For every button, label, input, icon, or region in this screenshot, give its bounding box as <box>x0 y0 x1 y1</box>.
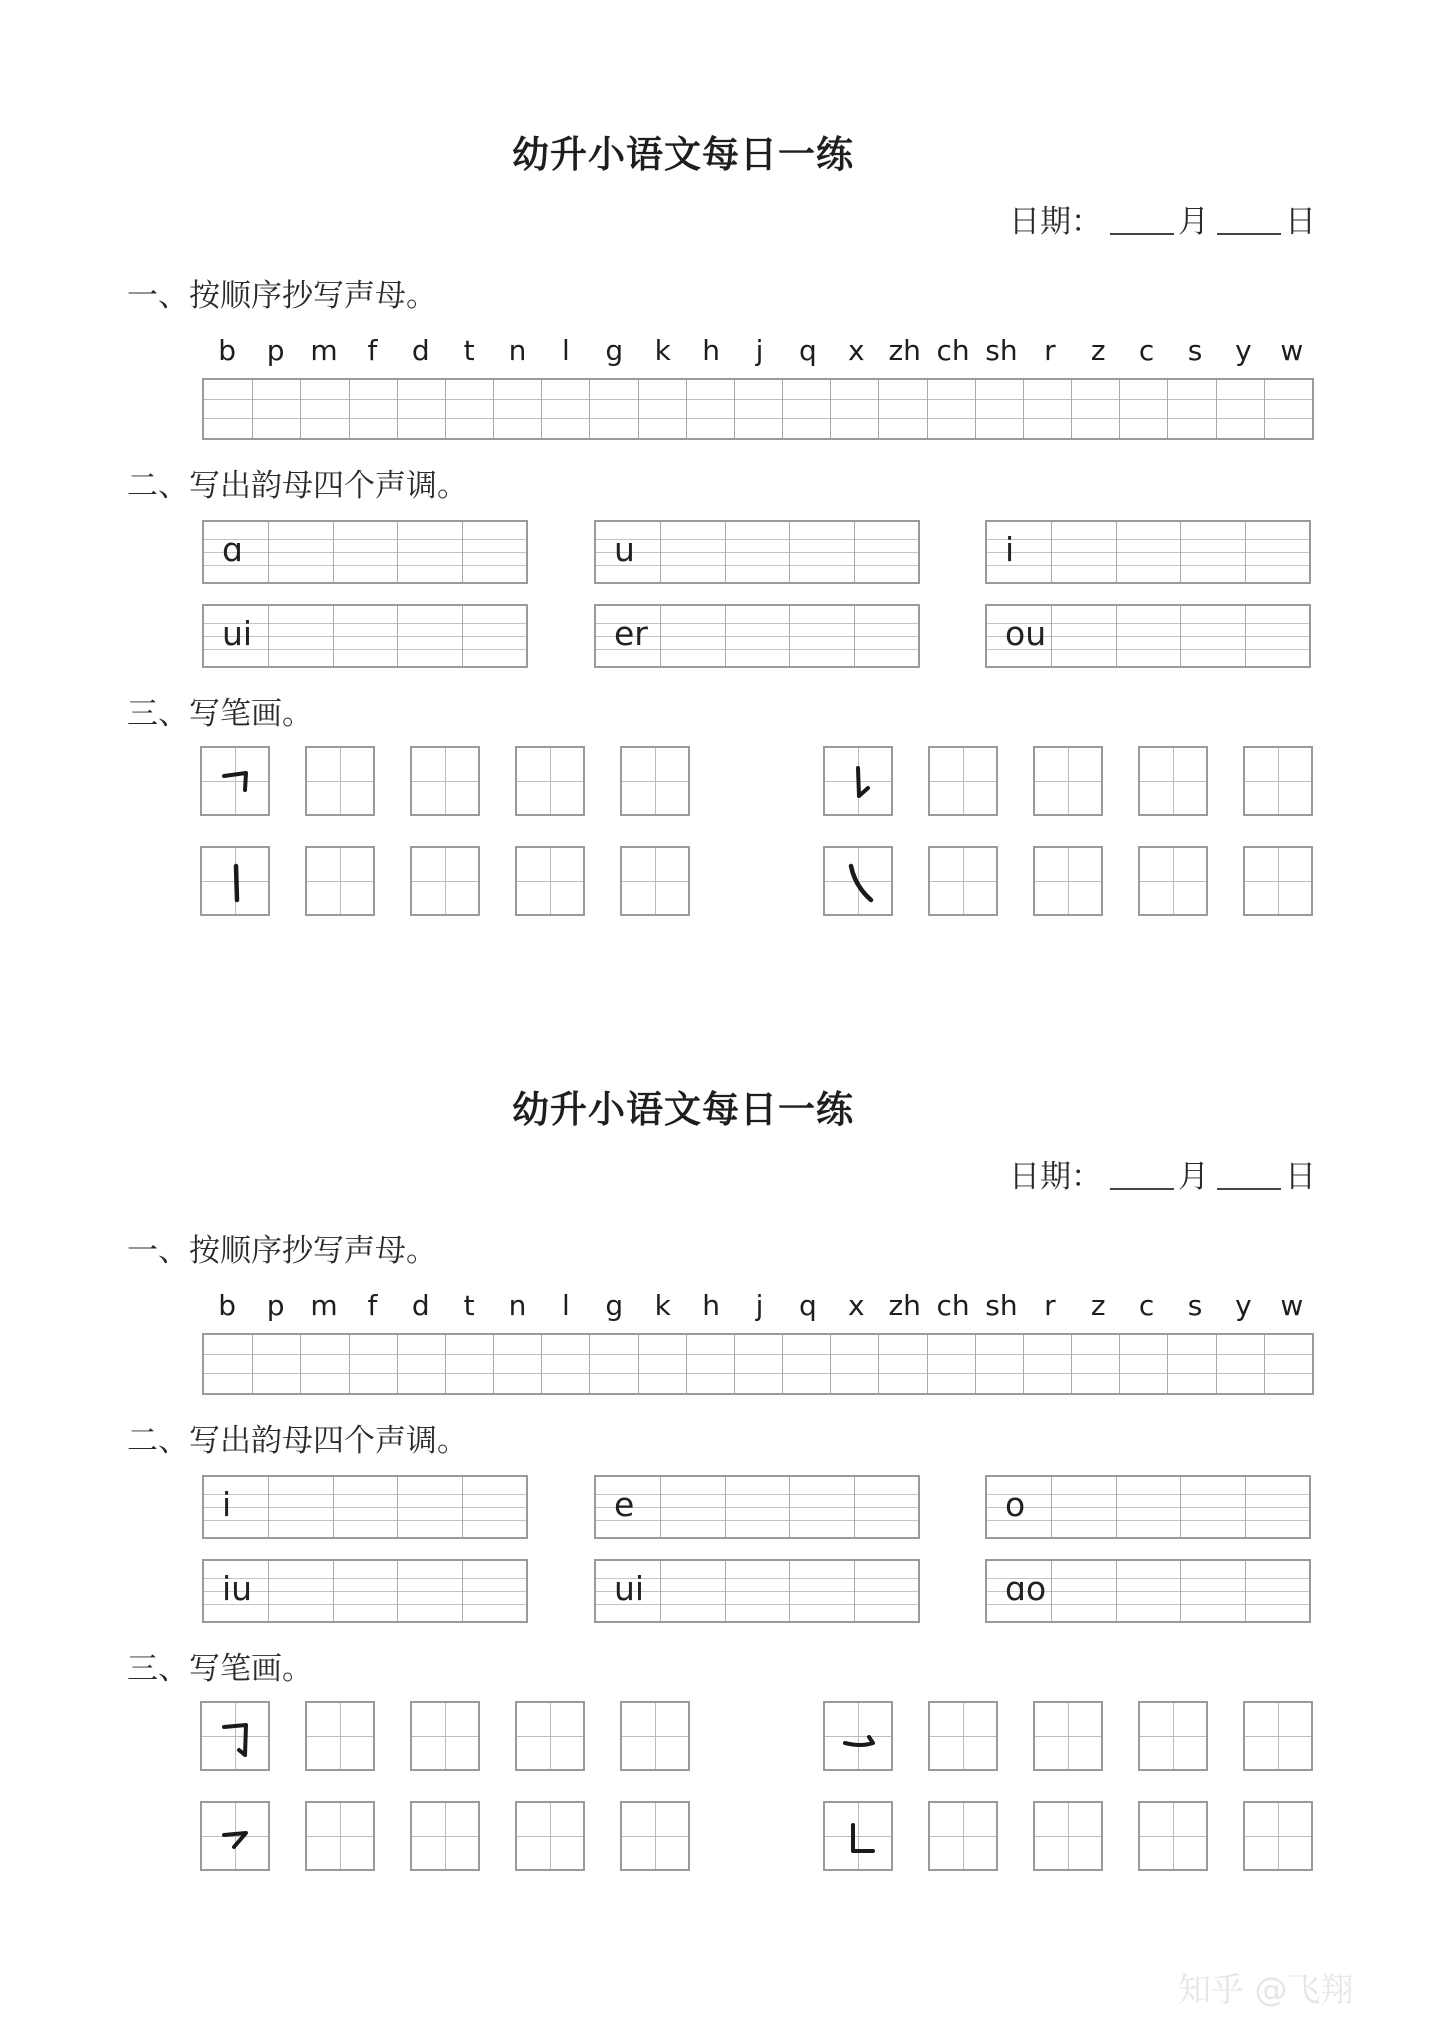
tian-grid-cell[interactable] <box>1243 1801 1313 1871</box>
date-field <box>1009 1151 1316 1196</box>
vowel-label: ɑo <box>1005 1569 1047 1608</box>
initial-letter: w <box>1280 334 1304 367</box>
column-divider <box>1180 1561 1181 1621</box>
stroke-model-cell <box>823 846 893 916</box>
column-divider <box>789 522 790 582</box>
worksheet-title: 幼升小语文每日一练 <box>512 1087 854 1131</box>
column-divider <box>1216 1335 1217 1393</box>
column-divider <box>734 380 735 438</box>
stroke-model-cell <box>200 846 270 916</box>
column-divider <box>975 1335 976 1393</box>
column-divider <box>1180 522 1181 582</box>
column-divider <box>1071 380 1072 438</box>
column-divider <box>725 1561 726 1621</box>
guide-line <box>596 565 918 566</box>
column-divider <box>1167 1335 1168 1393</box>
initial-letter: f <box>367 334 378 367</box>
tian-grid-cell[interactable] <box>928 1701 998 1771</box>
vowel-label: i <box>222 1485 232 1524</box>
initial-letter: q <box>798 1289 817 1322</box>
worksheet-title: 幼升小语文每日一练 <box>512 132 854 176</box>
guide-line <box>204 623 526 624</box>
tian-grid-cell[interactable] <box>410 1801 480 1871</box>
vowel-writing-box[interactable] <box>985 520 1311 584</box>
guide-line <box>596 1578 918 1579</box>
column-divider <box>252 1335 253 1393</box>
initial-letter: x <box>847 334 865 367</box>
column-divider <box>268 1561 269 1621</box>
initial-letter: p <box>266 334 285 367</box>
column-divider <box>1245 1477 1246 1537</box>
column-divider <box>854 606 855 666</box>
vowel-writing-box[interactable] <box>202 604 528 668</box>
vowel-writing-box[interactable] <box>202 520 528 584</box>
guide-line <box>204 552 526 553</box>
tian-grid-cell[interactable] <box>1033 1801 1103 1871</box>
initial-letter: s <box>1187 334 1203 367</box>
column-divider <box>725 1477 726 1537</box>
initial-letter: j <box>755 1289 764 1322</box>
initial-letter: p <box>266 1289 285 1322</box>
column-divider <box>589 380 590 438</box>
guide-line <box>204 399 1312 400</box>
column-divider <box>660 1477 661 1537</box>
column-divider <box>1116 606 1117 666</box>
initial-letter: t <box>463 1289 475 1322</box>
tian-grid-cell[interactable] <box>515 1801 585 1871</box>
column-divider <box>734 1335 735 1393</box>
column-divider <box>660 606 661 666</box>
initial-letter: l <box>562 334 570 367</box>
initial-letter: c <box>1138 334 1155 367</box>
column-divider <box>1116 522 1117 582</box>
vowel-label: ɑ <box>222 530 243 569</box>
vowel-writing-box[interactable] <box>985 1559 1311 1623</box>
column-divider <box>333 522 334 582</box>
initial-letter: n <box>508 334 527 367</box>
tian-grid-cell[interactable] <box>620 1701 690 1771</box>
vowel-label: e <box>614 1485 635 1524</box>
column-divider <box>268 1477 269 1537</box>
tian-grid-cell[interactable] <box>928 1801 998 1871</box>
column-divider <box>1116 1561 1117 1621</box>
shu-ti-stroke-icon <box>835 756 885 810</box>
column-divider <box>789 606 790 666</box>
initial-letter: z <box>1090 1289 1106 1322</box>
vowel-label: iu <box>222 1569 253 1608</box>
initial-letter: sh <box>985 334 1018 367</box>
column-divider <box>1119 380 1120 438</box>
initial-letter: w <box>1280 1289 1304 1322</box>
vowel-writing-box[interactable] <box>594 1475 920 1539</box>
na-stroke-icon <box>835 856 885 910</box>
heng-zhe-stroke-icon <box>212 756 262 810</box>
date-label: 日期： <box>1009 204 1102 240</box>
column-divider <box>1245 522 1246 582</box>
tian-grid-cell[interactable] <box>410 846 480 916</box>
guide-line <box>987 1494 1309 1495</box>
tian-grid-cell[interactable] <box>1138 746 1208 816</box>
vowel-writing-box[interactable] <box>594 604 920 668</box>
tian-grid-cell[interactable] <box>305 746 375 816</box>
initial-letter: m <box>310 334 338 367</box>
initial-letter: t <box>463 334 475 367</box>
column-divider <box>541 1335 542 1393</box>
column-divider <box>462 1477 463 1537</box>
heng-gou-stroke-icon <box>835 1711 885 1765</box>
initial-letter: ch <box>936 1289 970 1322</box>
column-divider <box>686 380 687 438</box>
shu-zhe-stroke-icon <box>835 1811 885 1865</box>
column-divider <box>660 522 661 582</box>
column-divider <box>1216 380 1217 438</box>
guide-line <box>204 1354 1312 1355</box>
tian-grid-cell[interactable] <box>515 1701 585 1771</box>
column-divider <box>397 606 398 666</box>
guide-line <box>596 1604 918 1605</box>
tian-grid-cell[interactable] <box>620 1801 690 1871</box>
column-divider <box>725 522 726 582</box>
date-label: 日期： <box>1009 1159 1102 1195</box>
guide-line <box>204 649 526 650</box>
day-blank <box>1217 232 1281 235</box>
month-label: 月 <box>1178 1159 1209 1195</box>
initial-letter: zh <box>888 334 921 367</box>
tian-grid-cell[interactable] <box>1138 846 1208 916</box>
guide-line <box>987 1520 1309 1521</box>
column-divider <box>268 606 269 666</box>
section-1-heading: 一、按顺序抄写声母。 <box>127 278 437 314</box>
heng-pie-stroke-icon <box>212 1811 262 1865</box>
tian-grid-cell[interactable] <box>305 1701 375 1771</box>
guide-line <box>987 565 1309 566</box>
column-divider <box>686 1335 687 1393</box>
column-divider <box>927 380 928 438</box>
guide-line <box>987 539 1309 540</box>
column-divider <box>1245 606 1246 666</box>
month-blank <box>1110 1187 1174 1190</box>
initial-letter: g <box>605 1289 624 1322</box>
column-divider <box>1051 1477 1052 1537</box>
month-blank <box>1110 232 1174 235</box>
pinyin-writing-grid[interactable] <box>202 378 1314 440</box>
column-divider <box>1264 1335 1265 1393</box>
column-divider <box>927 1335 928 1393</box>
column-divider <box>300 1335 301 1393</box>
date-field <box>1009 196 1316 241</box>
month-label: 月 <box>1178 204 1209 240</box>
tian-grid-cell[interactable] <box>1138 1801 1208 1871</box>
column-divider <box>638 380 639 438</box>
tian-grid-cell[interactable] <box>1243 746 1313 816</box>
column-divider <box>1180 606 1181 666</box>
stroke-model-cell <box>823 1701 893 1771</box>
column-divider <box>493 1335 494 1393</box>
column-divider <box>1023 1335 1024 1393</box>
guide-line <box>596 1520 918 1521</box>
vowel-label: u <box>614 530 635 569</box>
guide-line <box>204 636 526 637</box>
guide-line <box>204 1520 526 1521</box>
column-divider <box>975 380 976 438</box>
column-divider <box>445 380 446 438</box>
vowel-writing-box[interactable] <box>202 1475 528 1539</box>
vowel-writing-box[interactable] <box>594 1559 920 1623</box>
worksheet-2 <box>0 955 1440 1915</box>
initial-letter: d <box>411 1289 430 1322</box>
column-divider <box>1071 1335 1072 1393</box>
guide-line <box>987 552 1309 553</box>
tian-grid-cell[interactable] <box>928 846 998 916</box>
stroke-model-cell <box>823 746 893 816</box>
initials-row <box>203 1289 1316 1331</box>
guide-line <box>204 539 526 540</box>
day-blank <box>1217 1187 1281 1190</box>
column-divider <box>493 380 494 438</box>
stroke-model-cell <box>200 1801 270 1871</box>
column-divider <box>333 1477 334 1537</box>
initial-letter: c <box>1138 1289 1155 1322</box>
guide-line <box>596 1507 918 1508</box>
column-divider <box>1264 380 1265 438</box>
column-divider <box>878 380 879 438</box>
vowel-label: ou <box>1005 614 1047 653</box>
stroke-model-cell <box>200 1701 270 1771</box>
column-divider <box>333 606 334 666</box>
tian-grid-cell[interactable] <box>305 1801 375 1871</box>
column-divider <box>397 380 398 438</box>
tian-grid-cell[interactable] <box>515 846 585 916</box>
vowel-label: er <box>614 614 648 653</box>
column-divider <box>878 1335 879 1393</box>
tian-grid-cell[interactable] <box>1243 1701 1313 1771</box>
column-divider <box>541 380 542 438</box>
initial-letter: z <box>1090 334 1106 367</box>
initial-letter: l <box>562 1289 570 1322</box>
column-divider <box>349 380 350 438</box>
column-divider <box>462 606 463 666</box>
column-divider <box>462 522 463 582</box>
initial-letter: q <box>798 334 817 367</box>
initial-letter: m <box>310 1289 338 1322</box>
tian-grid-cell[interactable] <box>1033 846 1103 916</box>
column-divider <box>725 606 726 666</box>
column-divider <box>782 1335 783 1393</box>
vowel-writing-box[interactable] <box>594 520 920 584</box>
column-divider <box>1051 522 1052 582</box>
vowel-label: i <box>1005 530 1015 569</box>
initial-letter: sh <box>985 1289 1018 1322</box>
column-divider <box>830 380 831 438</box>
column-divider <box>1116 1477 1117 1537</box>
column-divider <box>445 1335 446 1393</box>
column-divider <box>1245 1561 1246 1621</box>
column-divider <box>782 380 783 438</box>
guide-line <box>596 552 918 553</box>
initials-row <box>203 334 1316 376</box>
column-divider <box>1180 1477 1181 1537</box>
guide-line <box>204 1373 1312 1374</box>
section-3-heading: 三、写笔画。 <box>127 696 313 732</box>
tian-grid-cell[interactable] <box>620 846 690 916</box>
guide-line <box>204 565 526 566</box>
initial-letter: r <box>1044 1289 1056 1322</box>
column-divider <box>397 1335 398 1393</box>
stroke-model-cell <box>200 746 270 816</box>
tian-grid-cell[interactable] <box>928 746 998 816</box>
pinyin-writing-grid[interactable] <box>202 1333 1314 1395</box>
initial-letter: ch <box>936 334 970 367</box>
column-divider <box>252 380 253 438</box>
column-divider <box>1119 1335 1120 1393</box>
initial-letter: k <box>654 334 671 367</box>
tian-grid-cell[interactable] <box>1138 1701 1208 1771</box>
column-divider <box>349 1335 350 1393</box>
column-divider <box>397 1561 398 1621</box>
initial-letter: g <box>605 334 624 367</box>
worksheet-1 <box>0 0 1440 960</box>
vowel-label: ui <box>222 614 253 653</box>
column-divider <box>638 1335 639 1393</box>
initial-letter: k <box>654 1289 671 1322</box>
guide-line <box>204 1507 526 1508</box>
vowel-writing-box[interactable] <box>985 604 1311 668</box>
day-label: 日 <box>1285 1159 1316 1195</box>
initial-letter: j <box>755 334 764 367</box>
initial-letter: s <box>1187 1289 1203 1322</box>
initial-letter: n <box>508 1289 527 1322</box>
column-divider <box>854 522 855 582</box>
tian-grid-cell[interactable] <box>1243 846 1313 916</box>
guide-line <box>204 1604 526 1605</box>
column-divider <box>397 522 398 582</box>
initial-letter: r <box>1044 334 1056 367</box>
column-divider <box>789 1477 790 1537</box>
guide-line <box>596 1494 918 1495</box>
initial-letter: x <box>847 1289 865 1322</box>
initial-letter: f <box>367 1289 378 1322</box>
column-divider <box>660 1561 661 1621</box>
section-2-heading: 二、写出韵母四个声调。 <box>127 1423 468 1459</box>
column-divider <box>589 1335 590 1393</box>
initial-letter: b <box>218 334 237 367</box>
column-divider <box>854 1561 855 1621</box>
tian-grid-cell[interactable] <box>620 746 690 816</box>
column-divider <box>268 522 269 582</box>
vowel-label: ui <box>614 1569 645 1608</box>
watermark-text: 知乎 @飞翔 <box>1178 1970 1354 2009</box>
column-divider <box>300 380 301 438</box>
initial-letter: zh <box>888 1289 921 1322</box>
initial-letter: h <box>702 334 720 367</box>
stroke-model-cell <box>823 1801 893 1871</box>
guide-line <box>204 418 1312 419</box>
column-divider <box>333 1561 334 1621</box>
shu-stroke-icon <box>212 856 262 910</box>
column-divider <box>1051 1561 1052 1621</box>
tian-grid-cell[interactable] <box>305 846 375 916</box>
vowel-writing-box[interactable] <box>202 1559 528 1623</box>
column-divider <box>1167 380 1168 438</box>
guide-line <box>204 1494 526 1495</box>
tian-grid-cell[interactable] <box>410 1701 480 1771</box>
section-2-heading: 二、写出韵母四个声调。 <box>127 468 468 504</box>
guide-line <box>204 1578 526 1579</box>
guide-line <box>987 1507 1309 1508</box>
initial-letter: y <box>1235 334 1252 367</box>
initial-letter: h <box>702 1289 720 1322</box>
tian-grid-cell[interactable] <box>410 746 480 816</box>
guide-line <box>204 1591 526 1592</box>
section-3-heading: 三、写笔画。 <box>127 1651 313 1687</box>
tian-grid-cell[interactable] <box>1033 1701 1103 1771</box>
vowel-writing-box[interactable] <box>985 1475 1311 1539</box>
column-divider <box>854 1477 855 1537</box>
column-divider <box>789 1561 790 1621</box>
guide-line <box>596 539 918 540</box>
tian-grid-cell[interactable] <box>515 746 585 816</box>
heng-zhe-gou-stroke-icon <box>212 1711 262 1765</box>
column-divider <box>462 1561 463 1621</box>
tian-grid-cell[interactable] <box>1033 746 1103 816</box>
initial-letter: d <box>411 334 430 367</box>
vowel-label: o <box>1005 1485 1026 1524</box>
initial-letter: b <box>218 1289 237 1322</box>
day-label: 日 <box>1285 204 1316 240</box>
guide-line <box>596 1591 918 1592</box>
initial-letter: y <box>1235 1289 1252 1322</box>
column-divider <box>1051 606 1052 666</box>
section-1-heading: 一、按顺序抄写声母。 <box>127 1233 437 1269</box>
column-divider <box>830 1335 831 1393</box>
column-divider <box>397 1477 398 1537</box>
column-divider <box>1023 380 1024 438</box>
